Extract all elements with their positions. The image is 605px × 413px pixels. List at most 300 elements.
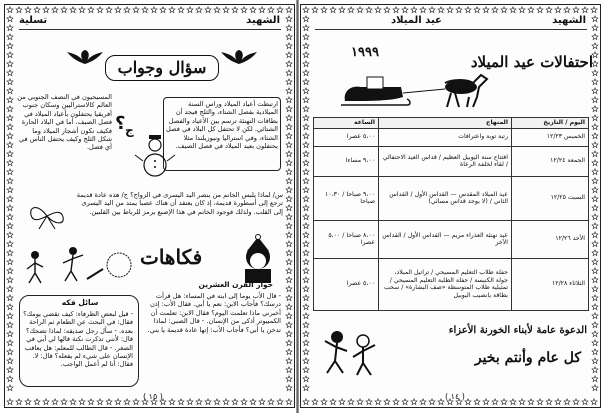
border-star xyxy=(573,399,579,405)
border-star xyxy=(592,250,598,256)
border-star xyxy=(286,79,292,85)
border-star xyxy=(303,97,309,103)
border-star xyxy=(303,106,309,112)
border-star xyxy=(286,376,292,382)
border-star xyxy=(592,277,598,283)
border-star xyxy=(357,399,363,405)
border-star xyxy=(555,399,561,405)
border-star xyxy=(592,142,598,148)
border-star xyxy=(429,399,435,405)
border-star xyxy=(501,7,507,13)
border-star xyxy=(375,399,381,405)
snowman-icon xyxy=(135,133,175,183)
border-star xyxy=(592,79,598,85)
border-star xyxy=(286,205,292,211)
border-star xyxy=(187,399,193,405)
border-star xyxy=(592,304,598,310)
border-star xyxy=(286,16,292,22)
border-star xyxy=(286,295,292,301)
border-star xyxy=(483,7,489,13)
table-row xyxy=(314,258,589,310)
border-star xyxy=(7,160,13,166)
border-star xyxy=(592,151,598,157)
border-star xyxy=(286,43,292,49)
answer-label: ج xyxy=(125,123,134,137)
row-day: السبت ١٢/٢٥ xyxy=(512,176,589,220)
border-star xyxy=(286,25,292,31)
border-star xyxy=(303,142,309,148)
border-star xyxy=(303,169,309,175)
row-program: حفلة طلاب التعليم المسيحي / تراتيل الميلاد، جولة الكنيسة / حفلة الطلبة التعليم المسيحي / تمثيلية طلاب المتوسطة «صف البشارة» / سحب بطاقة يانصيب اليوبيل xyxy=(379,258,512,310)
border-star xyxy=(339,7,345,13)
border-star xyxy=(286,331,292,337)
border-star xyxy=(286,88,292,94)
right-page xyxy=(300,4,601,408)
border-star xyxy=(592,367,598,373)
border-star xyxy=(115,399,121,405)
border-star xyxy=(303,367,309,373)
border-star xyxy=(528,399,534,405)
border-star xyxy=(169,399,175,405)
border-star xyxy=(592,223,598,229)
border-star xyxy=(492,399,498,405)
ring-question-text: س/ لماذا يلبس الخاتم من بنصر اليد اليسرى في الزواج؟ ج/ هذه عادة قديمة ترجع إلى أسطورة قديمة، إذ كان يعتقد أن هناك عصبا يمتد من اليد اليسرى إلى القلب. ولذلك فوجود الخاتم في هذا الإصبع يرمز للرباط بين القلبين. xyxy=(76,191,283,216)
border-star xyxy=(7,214,13,220)
border-star xyxy=(7,250,13,256)
border-star xyxy=(7,295,13,301)
border-star xyxy=(250,399,256,405)
border-star xyxy=(303,196,309,202)
border-star xyxy=(268,7,274,13)
border-star xyxy=(7,106,13,112)
border-star xyxy=(375,7,381,13)
border-star xyxy=(133,7,139,13)
border-star xyxy=(214,399,220,405)
border-star xyxy=(592,322,598,328)
border-star xyxy=(286,160,292,166)
border-star xyxy=(528,7,534,13)
border-star xyxy=(286,250,292,256)
table-row xyxy=(314,146,589,176)
border-star xyxy=(303,376,309,382)
border-star xyxy=(286,52,292,58)
border-star xyxy=(124,399,130,405)
border-star xyxy=(303,151,309,157)
border-star xyxy=(303,241,309,247)
border-star xyxy=(25,7,31,13)
row-day: الثلاثاء ١٢/٢٨ xyxy=(512,258,589,310)
border-star xyxy=(232,7,238,13)
border-star xyxy=(286,124,292,130)
border-star xyxy=(330,399,336,405)
border-star xyxy=(7,151,13,157)
border-star xyxy=(555,7,561,13)
border-star xyxy=(592,313,598,319)
border-star xyxy=(303,178,309,184)
border-star xyxy=(7,241,13,247)
border-star xyxy=(592,241,598,247)
border-star xyxy=(510,399,516,405)
border-star xyxy=(277,399,283,405)
border-star xyxy=(286,304,292,310)
border-star xyxy=(7,331,13,337)
border-star xyxy=(286,385,292,391)
border-star xyxy=(286,241,292,247)
border-star xyxy=(7,133,13,139)
border-star xyxy=(402,7,408,13)
border-star xyxy=(303,124,309,130)
border-star xyxy=(303,259,309,265)
border-star xyxy=(79,399,85,405)
border-star xyxy=(303,43,309,49)
wish-text: كل عام وأنتم بخير xyxy=(474,350,581,366)
border-star xyxy=(303,304,309,310)
border-star xyxy=(133,399,139,405)
border-star xyxy=(196,7,202,13)
row-program: افتتاح سنة اليوبيل العظيم / قداس العيد الاحتفالي / لقاء لخلفة الرعاة xyxy=(379,146,512,176)
border-star xyxy=(429,7,435,13)
border-star xyxy=(592,205,598,211)
border-star xyxy=(447,7,453,13)
border-star xyxy=(7,16,13,22)
col-program: المنهاج xyxy=(379,118,512,129)
border-star xyxy=(393,399,399,405)
border-star xyxy=(7,187,13,193)
right-header-left: عيد الميلاد xyxy=(391,15,442,26)
border-star xyxy=(357,7,363,13)
row-program: عيد تهنئة العذراء مريم — القداس الأول / القداس الآخر xyxy=(379,220,512,258)
border-star xyxy=(7,124,13,130)
border-star xyxy=(7,376,13,382)
leaf-icon xyxy=(219,50,259,80)
kids-celebrating-icon xyxy=(321,327,381,377)
border-star xyxy=(303,399,309,405)
row-day: الأحد ١٢/٢٦ xyxy=(512,220,589,258)
border-star xyxy=(286,259,292,265)
border-star xyxy=(592,358,598,364)
border-star xyxy=(7,304,13,310)
border-star xyxy=(303,295,309,301)
border-star xyxy=(205,399,211,405)
border-star xyxy=(321,7,327,13)
border-star xyxy=(7,97,13,103)
left-header-rule xyxy=(19,29,281,30)
border-star xyxy=(592,376,598,382)
border-star xyxy=(286,151,292,157)
border-star xyxy=(582,7,588,13)
border-star xyxy=(169,7,175,13)
border-star xyxy=(286,196,292,202)
border-star xyxy=(592,268,598,274)
border-star xyxy=(7,178,13,184)
border-star xyxy=(546,7,552,13)
border-star xyxy=(277,7,283,13)
border-star xyxy=(330,7,336,13)
left-header-left: تسلية xyxy=(19,15,48,26)
border-star xyxy=(402,399,408,405)
santa-icon xyxy=(233,235,283,285)
border-star xyxy=(286,367,292,373)
border-star xyxy=(142,7,148,13)
border-star xyxy=(303,115,309,121)
border-star xyxy=(286,142,292,148)
border-star xyxy=(97,399,103,405)
border-star xyxy=(286,97,292,103)
border-star xyxy=(592,178,598,184)
border-star xyxy=(303,322,309,328)
border-star xyxy=(303,61,309,67)
border-star xyxy=(592,385,598,391)
row-time: ٩،٠٠ صباحا / ١٠،٣٠ صباحا xyxy=(314,176,379,220)
border-star xyxy=(61,399,67,405)
ribbon-bow-icon xyxy=(27,201,67,231)
border-star xyxy=(178,7,184,13)
border-star xyxy=(384,7,390,13)
border-star xyxy=(70,399,76,405)
border-star xyxy=(348,7,354,13)
southern-hemisphere-text: المسيحيون في النصف الجنوبي من العالم كالاستراليين وسكان جنوب أفريقيا يحتفلون بأعياد الميلاد في فصل الصيف. أما في البلاد الحارة فكيف تكون أشجار الميلاد وما شكل الثلج وكيف يحتفل الناس في أي فصل. xyxy=(17,93,112,152)
border-star xyxy=(7,349,13,355)
border-star xyxy=(7,286,13,292)
border-star xyxy=(592,97,598,103)
border-star xyxy=(303,331,309,337)
border-star xyxy=(7,277,13,283)
border-star xyxy=(205,7,211,13)
border-star xyxy=(438,399,444,405)
border-star xyxy=(7,358,13,364)
border-star xyxy=(286,61,292,67)
border-star xyxy=(286,277,292,283)
border-star xyxy=(88,399,94,405)
border-star xyxy=(79,7,85,13)
border-star xyxy=(7,52,13,58)
border-star xyxy=(7,88,13,94)
border-star xyxy=(411,7,417,13)
border-star xyxy=(34,399,40,405)
border-star xyxy=(34,7,40,13)
border-star xyxy=(178,399,184,405)
dialog-title: حوار القرن العشرين xyxy=(198,280,273,289)
table-row xyxy=(314,220,589,258)
border-star xyxy=(465,399,471,405)
border-star xyxy=(303,214,309,220)
border-star xyxy=(303,340,309,346)
border-star xyxy=(592,133,598,139)
border-star xyxy=(474,7,480,13)
border-star xyxy=(106,7,112,13)
border-star xyxy=(286,115,292,121)
right-page-number: ( ١٤ ) xyxy=(445,392,465,401)
border-star xyxy=(43,7,49,13)
border-star xyxy=(25,399,31,405)
border-star xyxy=(592,25,598,31)
border-star xyxy=(7,196,13,202)
border-star xyxy=(7,205,13,211)
celebrations-title: احتفالات عيد الميلاد xyxy=(470,53,593,71)
border-star xyxy=(591,7,597,13)
border-star xyxy=(591,399,597,405)
border-star xyxy=(16,7,22,13)
border-star xyxy=(592,169,598,175)
border-star xyxy=(286,322,292,328)
snow-question-box: ارتبطت أعياد الميلاد وراس السنة الميلادية بفصل الشتاء، والثلج فيجد أن بطاقات التهنئة ترسم بين الأعياد والفصل الشتائي. لكن لا تحتفل كل البلاد في فصل الشتاء، وفي استراليا ونيوزيلندا مثلا يحتفلون بعيد الميلاد في فصل الصيف. xyxy=(163,97,281,171)
border-star xyxy=(303,286,309,292)
border-star xyxy=(7,259,13,265)
border-star xyxy=(303,88,309,94)
border-star xyxy=(592,16,598,22)
border-star xyxy=(303,268,309,274)
border-star xyxy=(7,232,13,238)
border-star xyxy=(592,232,598,238)
border-star xyxy=(510,7,516,13)
border-star xyxy=(393,7,399,13)
border-star xyxy=(592,88,598,94)
question-mark-icon: ؟ xyxy=(115,113,126,134)
border-star xyxy=(7,313,13,319)
border-star xyxy=(303,358,309,364)
border-star xyxy=(286,169,292,175)
border-star xyxy=(250,7,256,13)
table-row xyxy=(314,128,589,146)
border-star xyxy=(303,52,309,58)
border-star xyxy=(438,7,444,13)
border-star xyxy=(592,34,598,40)
border-star xyxy=(214,7,220,13)
right-header-right: الشهيد xyxy=(552,15,586,26)
border-star xyxy=(259,399,265,405)
sleigh-horse-icon xyxy=(341,71,501,111)
border-star xyxy=(7,43,13,49)
border-star xyxy=(286,286,292,292)
border-star xyxy=(483,399,489,405)
border-star xyxy=(420,399,426,405)
border-star xyxy=(303,349,309,355)
left-header-right: الشهيد xyxy=(246,15,280,26)
border-star xyxy=(303,205,309,211)
schedule-header-row xyxy=(314,118,589,129)
border-star xyxy=(348,399,354,405)
border-star xyxy=(312,7,318,13)
border-star xyxy=(286,106,292,112)
border-star xyxy=(303,250,309,256)
border-star xyxy=(303,160,309,166)
border-star xyxy=(124,7,130,13)
border-star xyxy=(546,399,552,405)
border-star xyxy=(339,399,345,405)
invitation-text: الدعوة عامة لأبناء الخورنة الأعزاء xyxy=(448,325,587,336)
border-star xyxy=(303,25,309,31)
border-star xyxy=(303,385,309,391)
border-star xyxy=(303,16,309,22)
border-star xyxy=(241,7,247,13)
year-label: ١٩٩٩ xyxy=(351,45,379,60)
border-star xyxy=(474,399,480,405)
border-star xyxy=(537,399,543,405)
row-time: ٩،٠٠ مساءا xyxy=(314,146,379,176)
border-star xyxy=(286,187,292,193)
border-star xyxy=(7,223,13,229)
border-star xyxy=(286,178,292,184)
border-star xyxy=(492,7,498,13)
border-star xyxy=(564,399,570,405)
border-star xyxy=(70,7,76,13)
naughty-title: سائل فكه xyxy=(61,298,99,307)
row-time: ٥،٠٠ عصرا xyxy=(314,128,379,146)
border-star xyxy=(592,349,598,355)
border-star xyxy=(286,34,292,40)
border-star xyxy=(286,232,292,238)
dialog-text: - قال الأب يوما إلى ابنه في المساء: هل قرأت درسك؟ فأجاب الابن: نعم يا أبي. فقال الأب: إذن أخبرني ماذا تعلمت اليوم؟ فقال الابن: تعلمت أن الكمبيوتر أذكى من الإنسان. - قال الصبي: لماذا تدخن يا أبي؟ فأجاب الأب: إنها عادة قديمة يا بني. xyxy=(147,292,281,334)
book-spine xyxy=(296,0,299,413)
border-star xyxy=(16,399,22,405)
border-star xyxy=(7,340,13,346)
border-star xyxy=(456,7,462,13)
border-star xyxy=(582,399,588,405)
border-star xyxy=(196,399,202,405)
border-star xyxy=(106,399,112,405)
right-header-rule xyxy=(315,29,587,30)
border-star xyxy=(286,399,292,405)
row-time: ٨،٠٠ صباحا / ٥،٠٠ عصرا xyxy=(314,220,379,258)
border-star xyxy=(151,7,157,13)
border-star xyxy=(241,399,247,405)
border-star xyxy=(384,399,390,405)
border-star xyxy=(519,399,525,405)
border-star xyxy=(232,399,238,405)
border-star xyxy=(160,7,166,13)
border-star xyxy=(303,7,309,13)
border-star xyxy=(501,399,507,405)
border-star xyxy=(519,7,525,13)
border-star xyxy=(303,34,309,40)
border-star xyxy=(187,7,193,13)
border-star xyxy=(7,268,13,274)
border-star xyxy=(321,399,327,405)
border-star xyxy=(7,79,13,85)
border-star xyxy=(303,223,309,229)
border-star xyxy=(7,322,13,328)
border-star xyxy=(286,214,292,220)
border-star xyxy=(286,358,292,364)
border-star xyxy=(592,286,598,292)
row-program: رتبة توبة واعترافات xyxy=(379,128,512,146)
border-star xyxy=(366,399,372,405)
border-star xyxy=(592,214,598,220)
border-star xyxy=(303,277,309,283)
border-star xyxy=(592,295,598,301)
border-star xyxy=(303,133,309,139)
naughty-text: - قيل لبعض الظرفاء: كيف تقضي يومك؟ فقال: في البحث عن الطعام ثم الراحة بعده. - سأل رجل صديقه: لماذا تضحك؟ قال: لأنني تذكرت نكتة قالها لي أبي في الصغر. - قال الطالب للمعلم: هل يعاقب الإنسان على شيء لم يفعله؟ قال: لا. فقال: أنا لم أعمل الواجب. xyxy=(23,310,133,369)
border-star xyxy=(286,70,292,76)
border-star xyxy=(7,399,13,405)
border-star xyxy=(312,399,318,405)
border-star xyxy=(286,349,292,355)
col-time: الساعة xyxy=(314,118,379,129)
border-star xyxy=(564,7,570,13)
border-star xyxy=(223,7,229,13)
border-star xyxy=(88,7,94,13)
border-star xyxy=(286,313,292,319)
border-star xyxy=(592,259,598,265)
border-star xyxy=(366,7,372,13)
border-star xyxy=(7,70,13,76)
border-star xyxy=(303,232,309,238)
kids-cartoon-icon xyxy=(25,245,135,290)
border-star xyxy=(7,367,13,373)
border-star xyxy=(286,7,292,13)
row-time: ٥،٠٠ عصرا xyxy=(314,258,379,310)
border-star xyxy=(7,7,13,13)
